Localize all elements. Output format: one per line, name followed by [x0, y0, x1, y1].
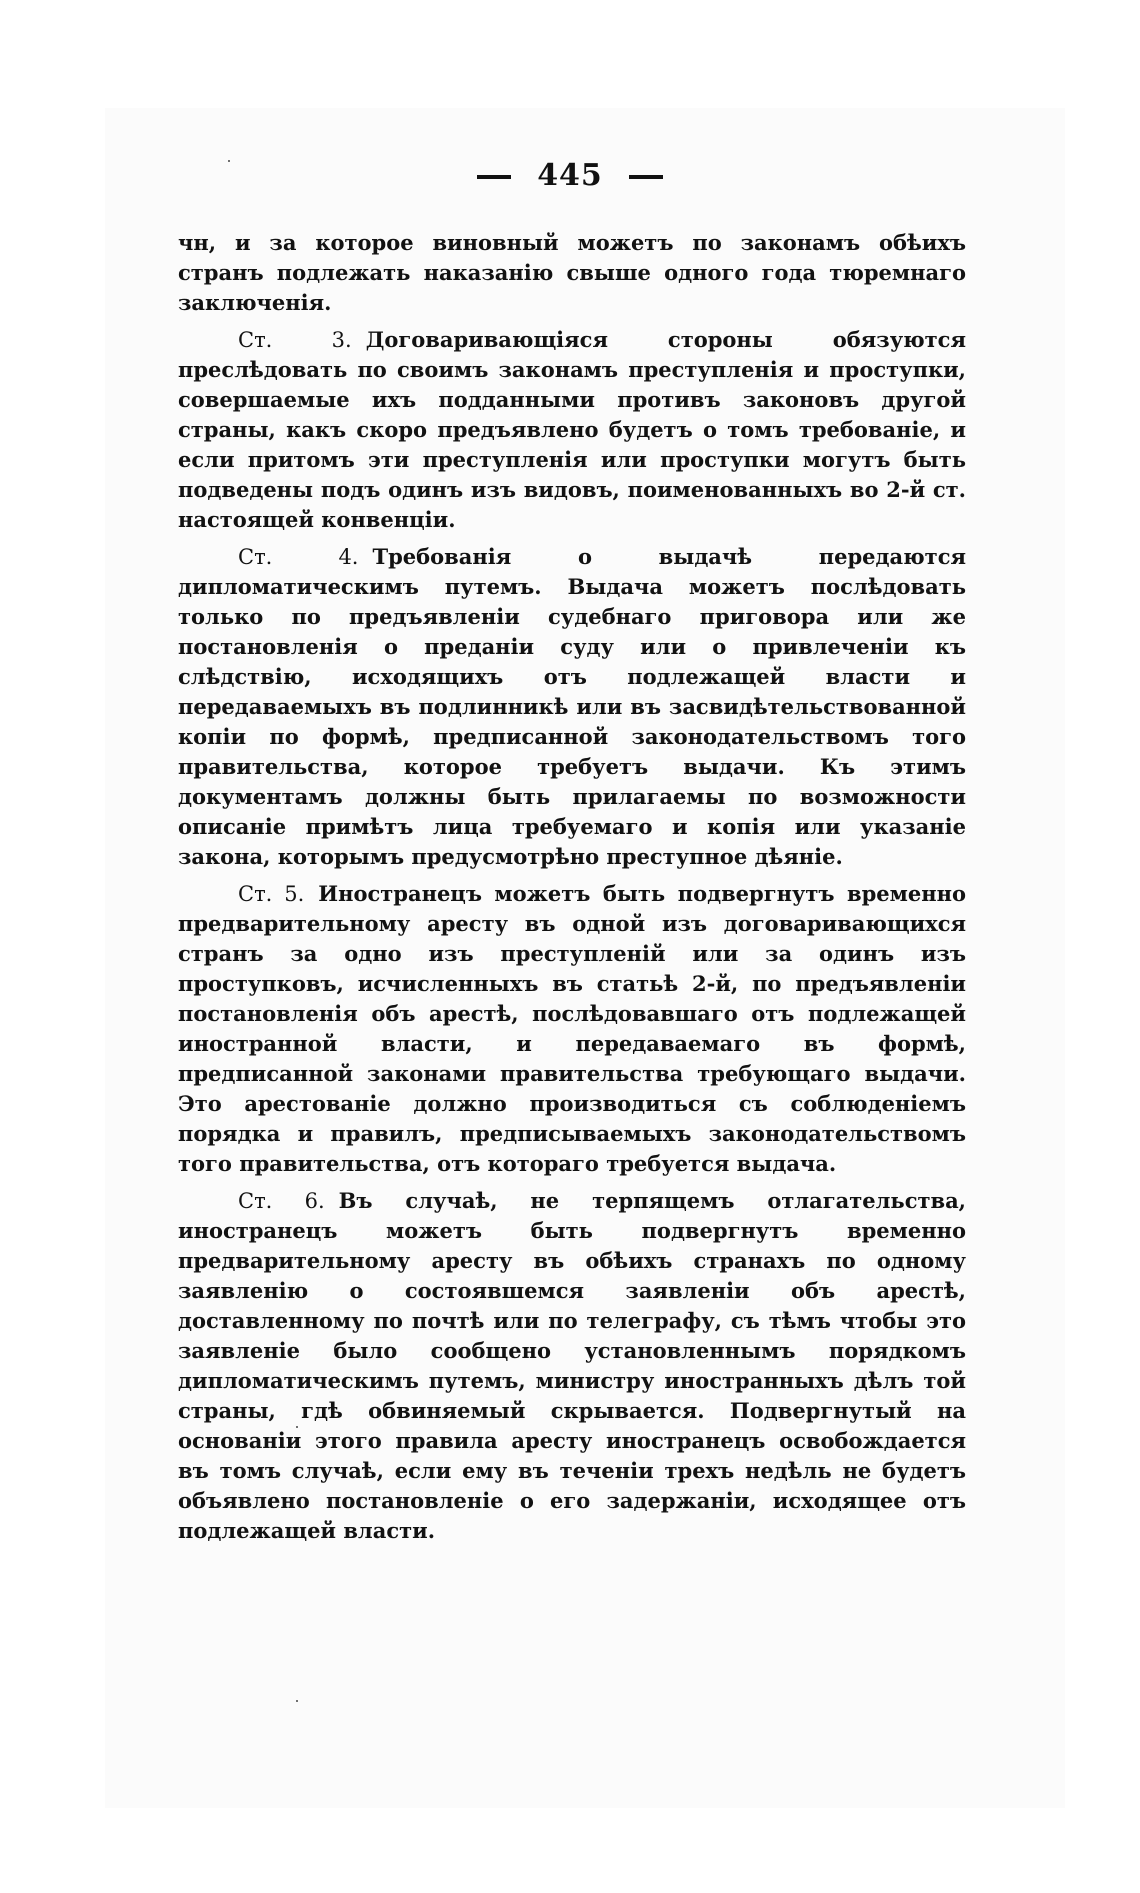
paragraph-article-3 [178, 325, 966, 535]
paragraph-article-5 [178, 879, 966, 1179]
paragraph-text: Договаривающіяся стороны обязуются преслѣдовать по своимъ законамъ преступленія и проступки, совершаемые ихъ подданными противъ законовъ другой страны, какъ скоро предъявлено будетъ о томъ требованіе, и если притомъ эти преступленія или проступки могутъ быть подведены подъ одинъ изъ видовъ, поименованныхъ во 2-й ст. настоящей конвенціи. [178, 327, 966, 532]
header-dash-left [477, 175, 511, 179]
paragraph-text: Въ случаѣ, не терпящемъ отлагательства, иностранецъ можетъ быть подвергнутъ временно предварительному аресту въ обѣихъ странахъ по одному заявленію о состоявшемся заявленіи объ арестѣ, доставленному по почтѣ или по телеграфу, съ тѣмъ чтобы это заявленіе было сообщено установленнымъ порядкомъ дипломатическимъ путемъ, министру иностранныхъ дѣлъ той страны, гдѣ обвиняемый скрывается. Подвергнутый на основаніи этого правила аресту иностранецъ освобождается въ томъ случаѣ, если ему въ теченіи трехъ недѣль не будетъ объявлено постановленіе о его задержаніи, исходящее отъ подлежащей власти. [178, 1188, 966, 1543]
document-body [178, 228, 966, 1546]
paragraph-text: Требованія о выдачѣ передаются дипломатическимъ путемъ. Выдача можетъ послѣдовать только по предъявленіи судебнаго приговора или же постановленія о преданіи суду или о привлеченіи къ слѣдствію, исходящихъ отъ подлежащей власти и передаваемыхъ въ подлинникѣ или въ засвидѣтельствованной копіи по формѣ, предписанной законодательствомъ того правительства, которое требуетъ выдачи. Къ этимъ документамъ должны быть прилагаемы по возможности описаніе примѣтъ лица требуемаго и копія или указаніе закона, которымъ предусмотрѣно преступное дѣяніе. [178, 544, 966, 869]
paragraph-text: чн, и за которое виновный можетъ по законамъ обѣихъ странъ подлежать наказанію свыше одного года тюремнаго заключенія. [178, 230, 966, 315]
paragraph-continuation [178, 228, 966, 318]
paragraph-text: Иностранецъ можетъ быть подвергнутъ временно предварительному аресту въ одной изъ договаривающихся странъ за одно изъ преступленій или за одинъ изъ проступковъ, исчисленныхъ въ статьѣ 2-й, по предъявленіи постановленія объ арестѣ, послѣдовавшаго отъ подлежащей иностранной власти, и передаваемаго въ формѣ, предписанной законами правительства требующаго выдачи. Это арестованіе должно производиться съ соблюденіемъ порядка и правилъ, предписываемыхъ законодательствомъ того правительства, отъ котораго требуется выдача. [178, 881, 966, 1176]
paragraph-article-4 [178, 542, 966, 872]
paragraph-article-6 [178, 1186, 966, 1546]
article-label: Ст. 6. [238, 1189, 325, 1213]
page-number: 445 [537, 158, 603, 193]
article-label: Ст. 5. [238, 882, 305, 906]
article-label: Ст. 3. [238, 328, 352, 352]
page-header [0, 158, 1140, 193]
article-label: Ст. 4. [238, 545, 359, 569]
scan-speck [296, 1700, 298, 1702]
header-dash-right [629, 175, 663, 179]
